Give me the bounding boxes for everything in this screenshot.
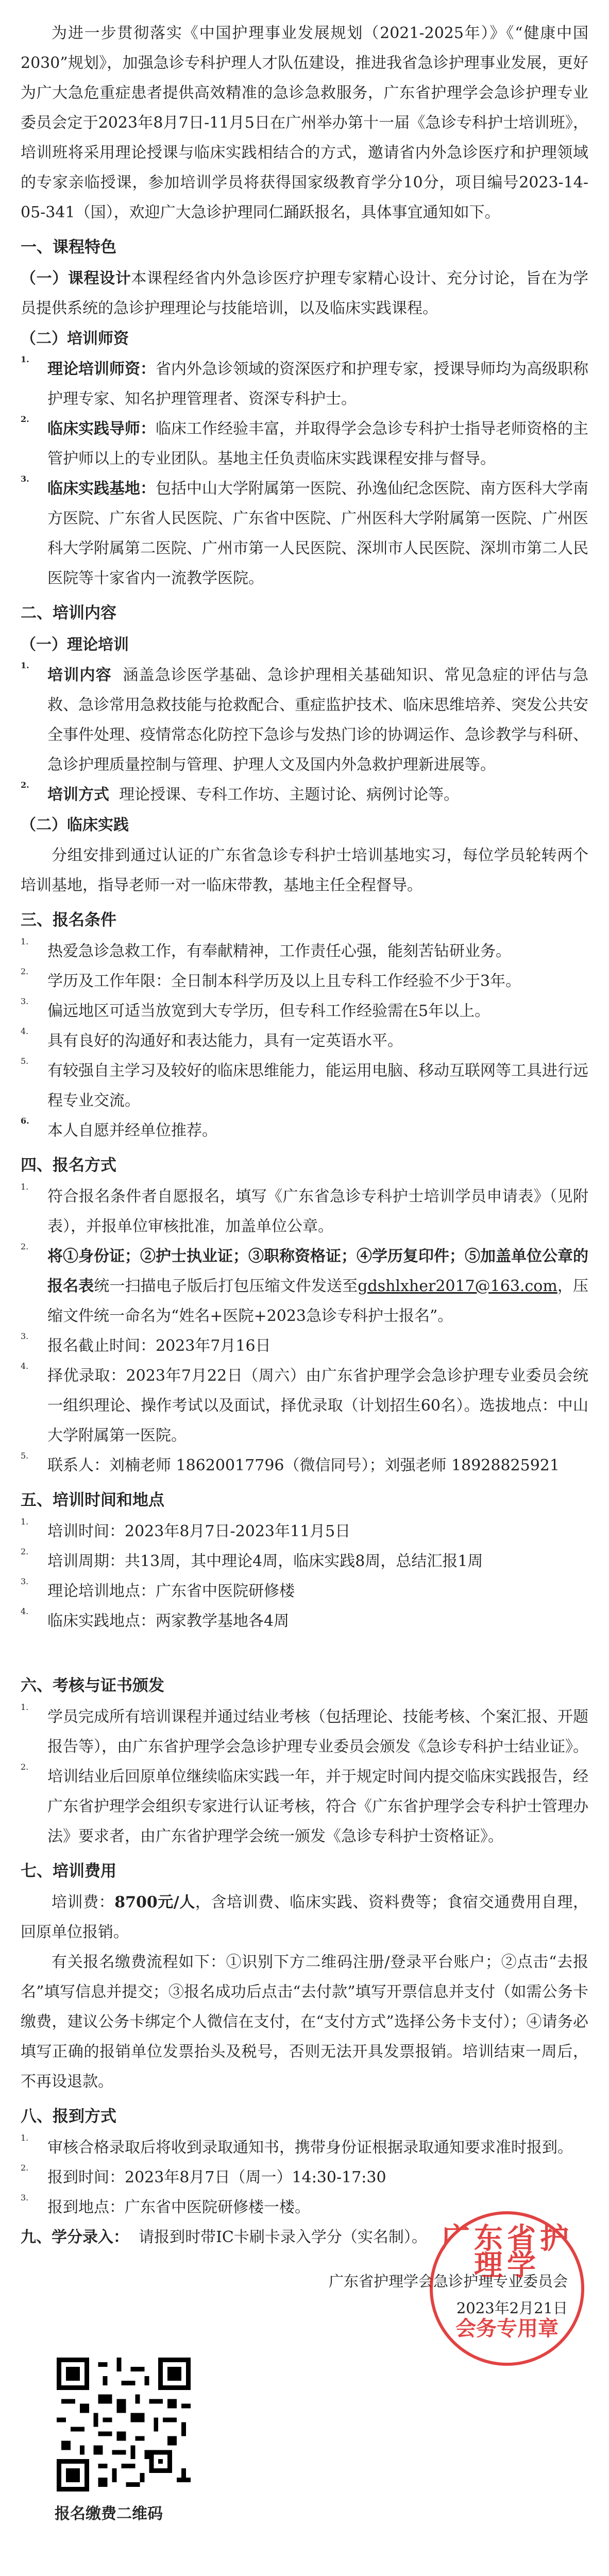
item-text: 审核合格录取后将收到录取通知书，携带身份证根据录取通知要求准时报到。	[47, 2139, 573, 2157]
list-item: 4. 择优录取：2023年7月22日（周六）由广东省护理学会急诊护理专业委员会统一组织理论、操作考试以及面试，择优录取（计划招生60名）。选拔地点：中山大学附属第一医院。	[21, 1361, 588, 1451]
section-2-title: 二、培训内容	[21, 604, 116, 622]
item-text: 培训周期：共13周，其中理论4周，临床实践8周，总结汇报1周	[47, 1552, 483, 1570]
item-lead: 培训内容	[47, 666, 112, 684]
item-text: 报名截止时间：2023年7月16日	[47, 1337, 271, 1355]
list-item: 2. 培训周期：共13周，其中理论4周，临床实践8周，总结汇报1周	[21, 1547, 588, 1577]
list-item: 2. 学历及工作年限：全日制本科学历及以上且专科工作经验不少于3年。	[21, 967, 588, 996]
item-num: 1.	[21, 354, 29, 364]
item-text: 包括中山大学附属第一医院、孙逸仙纪念医院、南方医科大学南方医院、广东省人民医院、广东省中医院、广州医科大学附属第一医院、广州医科大学附属第二医院、广州市第一人民医院、深圳市人民医院、深圳市第二人民医院等十家省内一流教学医院。	[47, 480, 588, 587]
section-4-title: 四、报名方式	[21, 1156, 116, 1175]
list-item: 5. 联系人：刘楠老师 18620017796（微信同号）；刘强老师 18928825921	[21, 1451, 588, 1481]
list-item: 3. 报到地点：广东省中医院研修楼一楼。	[21, 2193, 588, 2223]
item-text: 具有良好的沟通好和表达能力，具有一定英语水平。	[47, 1032, 403, 1050]
intro-paragraph: 为进一步贯彻落实《中国护理事业发展规划（2021-2025年）》《“健康中国2030”规划》，加强急诊专科护理人才队伍建设，推进我省急诊护理事业发展，更好为广大急危重症患者提供高效精准的急诊急救服务，广东省护理学会急诊护理专业委员会定于2023年8月7日-11月5日在广州举办第十一届《急诊专科护士培训班》，培训班将采用理论授课与临床实践相结合的方式，邀请省内外急诊医疗和护理领域的专家亲临授课，参加培训学员将获得国家级教育学分10分，项目编号2023-14-05-341（国），欢迎广大急诊护理同仁踊跃报名，具体事宜通知如下。	[21, 24, 588, 222]
seal-bottom-text: 会务专用章	[455, 2317, 559, 2341]
payment-paragraph: 有关报名缴费流程如下：①识别下方二维码注册/登录平台账户；②点击“去报名”填写信息并提交；③报名成功后点击“去付款”填写开票信息并支付（如需公务卡缴费，建议公务卡绑定个人微信在支付，在“支付方式”选择公务卡支付）；④请务必填写正确的报销单位发票抬头及税号，否则无法开具发票报销。培训结束一周后，不再设退款。	[21, 1953, 588, 2091]
item-text: 偏远地区可适当放宽到大专学历，但专科工作经验需在5年以上。	[47, 1002, 490, 1020]
qr-code-icon[interactable]	[57, 2358, 191, 2492]
item-text: 涵盖急诊医学基础、急诊护理相关基础知识、常见急症的评估与急救、急诊常用急救技能与抢救配合、重症监护技术、临床思维培养、突发公共安全事件处理、疫情常态化防控下急诊与发热门诊的协调运作、急诊教学与科研、急诊护理质量控制与管理、护理人文及国内外急救护理新进展等。	[47, 666, 589, 774]
section-8-title: 八、报到方式	[21, 2107, 116, 2126]
item-text: 学员完成所有培训课程并通过结业考核（包括理论、技能考核、个案汇报、开题报告等），由广东省护理学会急诊护理专业委员会颁发《急诊专科护士结业证》。	[47, 1708, 588, 1756]
list-item: 1. 审核合格录取后将收到录取通知书，携带身份证根据录取通知要求准时报到。	[21, 2133, 588, 2163]
section-9-text: 请报到时带IC卡刷卡录入学分（实名制）。	[139, 2228, 427, 2246]
list-item: 3. 理论培训地点：广东省中医院研修楼	[21, 1577, 588, 1606]
item-text: 本人自愿并经单位推荐。	[47, 1122, 217, 1140]
section-5-title: 五、培训时间和地点	[21, 1491, 164, 1510]
section-7-title: 七、培训费用	[21, 1862, 116, 1880]
item-text: 学历及工作年限：全日制本科学历及以上且专科工作经验不少于3年。	[47, 972, 521, 990]
list-item: 4. 临床实践地点：两家教学基地各4周	[21, 1606, 588, 1636]
list-item: 3. 偏远地区可适当放宽到大专学历，但专科工作经验需在5年以上。	[21, 996, 588, 1026]
item-lead: 临床实践基地：	[47, 480, 156, 498]
list-item	[21, 264, 588, 324]
official-seal-icon	[430, 2211, 584, 2366]
item-text: 符合报名条件者自愿报名，填写《广东省急诊专科护士培训学员申请表》（见附表），并报单位审核批准，加盖单位公章。	[47, 1188, 588, 1235]
item-lead: 理论培训师资：	[47, 360, 156, 378]
item-lead: 课程设计	[67, 269, 131, 287]
item-text: 本课程经省内外急诊医疗护理专家精心设计、充分讨论，旨在为学员提供系统的急诊护理理论与技能培训，以及临床实践课程。	[21, 269, 589, 317]
section-2-sub2: （二）临床实践	[21, 816, 129, 834]
list-item: 2. 培训结业后回原单位继续临床实践一年，并于规定时间内提交临床实践报告，经广东省护理学会组织专家进行认证考核，符合《广东省护理学会专科护士管理办法》要求者，由广东省护理学会统一颁发《急诊专科护士资格证》。	[21, 1762, 588, 1852]
list-item: 1. 培训内容 涵盖急诊医学基础、急诊护理相关基础知识、常见急症的评估与急救、急诊常用急救技能与抢救配合、重症监护技术、临床思维培养、突发公共安全事件处理、疫情常态化防控下急诊与发热门诊的协调运作、急诊教学与科研、急诊护理质量控制与管理、护理人文及国内外急救护理新进展等。	[21, 660, 589, 774]
item-text: 统一扫描电子版后打包压缩文件发送至	[94, 1277, 358, 1295]
list-item	[21, 474, 588, 594]
item-text: 报到时间：2023年8月7日（周一）14:30-17:30	[47, 2168, 386, 2187]
fee-amount: 8700元/人	[114, 1893, 195, 1911]
item-text: 培训结业后回原单位继续临床实践一年，并于规定时间内提交临床实践报告，经广东省护理学会组织专家进行认证考核，符合《广东省护理学会专科护士管理办法》要求者，由广东省护理学会统一颁发《急诊专科护士资格证》。	[47, 1768, 588, 1845]
item-text: 省内外急诊领域的资深医疗和护理专家，授课导师均为高级职称护理专家、知名护理管理者、资深专科护士。	[47, 360, 588, 408]
section-2-sub1: （一）理论培训	[21, 636, 129, 654]
list-item: 1. 热爱急诊急救工作，有奉献精神，工作责任心强，能刻苦钻研业务。	[21, 937, 588, 967]
list-item: 4. 具有良好的沟通好和表达能力，具有一定英语水平。	[21, 1026, 588, 1056]
item-lead: 临床实践导师：	[47, 420, 156, 438]
list-item: 1. 培训时间：2023年8月7日-2023年11月5日	[21, 1517, 588, 1547]
item-text: 联系人：刘楠老师 18620017796（微信同号）；刘强老师 18928825921	[47, 1456, 560, 1475]
list-item: 2. 培训方式 理论授课、专科工作坊、主题讨论、病例讨论等。	[21, 780, 460, 804]
qr-caption: 报名缴费二维码	[55, 2505, 163, 2523]
list-item: 1. 符合报名条件者自愿报名，填写《广东省急诊专科护士培训学员申请表》（见附表），并报单位审核批准，加盖单位公章。	[21, 1182, 588, 1242]
item-lead: 培训方式	[47, 786, 109, 804]
item-text: ，压缩文件统一命名为“姓名+医院+2023急诊专科护士报名”。	[47, 1277, 589, 1325]
item-text: 临床工作经验丰富，并取得学会急诊专科护士指导老师资格的主管护师以上的专业团队。基地主任负责临床实践课程安排与督导。	[47, 420, 588, 468]
item-num: （一）	[21, 269, 68, 287]
list-item: 5. 有较强自主学习及较好的临床思维能力，能运用电脑、移动互联网等工具进行远程专业交流。	[21, 1056, 588, 1116]
section-1-sub2: （二）培训师资	[21, 330, 129, 348]
email-link[interactable]: gdshlxher2017@163.com	[358, 1277, 557, 1295]
signature-org: 广东省护理学会急诊护理专业委员会	[328, 2273, 568, 2290]
fee-text: ，含培训费、临床实践、资料费等；食宿交通费用自理，回原单位报销。	[21, 1893, 589, 1941]
section-6-title: 六、考核与证书颁发	[21, 1676, 164, 1695]
item-text: 理论授课、专科工作坊、主题讨论、病例讨论等。	[119, 786, 460, 804]
list-item: 1. 学员完成所有培训课程并通过结业考核（包括理论、技能考核、个案汇报、开题报告等），由广东省护理学会急诊护理专业委员会颁发《急诊专科护士结业证》。	[21, 1702, 588, 1762]
item-text: 临床实践地点：两家教学基地各4周	[47, 1612, 290, 1630]
item-text: 培训时间：2023年8月7日-2023年11月5日	[47, 1522, 351, 1540]
item-text: 有较强自主学习及较好的临床思维能力，能运用电脑、移动互联网等工具进行远程专业交流。	[47, 1062, 588, 1110]
item-num: 2.	[21, 414, 29, 424]
practice-paragraph: 分组安排到通过认证的广东省急诊专科护士培训基地实习，每位学员轮转两个培训基地，指导老师一对一临床带教，基地主任全程督导。	[21, 846, 588, 894]
fee-paragraph	[21, 1888, 588, 1947]
item-text: 择优录取：2023年7月22日（周六）由广东省护理学会急诊护理专业委员会统一组织理论、操作考试以及面试，择优录取（计划招生60名）。选拔地点：中山大学附属第一医院。	[47, 1367, 588, 1445]
item-text: 报到地点：广东省中医院研修楼一楼。	[47, 2198, 310, 2216]
list-item: 2. 将①身份证；②护士执业证；③职称资格证；④学历复印件；⑤加盖单位公章的报名表统一扫描电子版后打包压缩文件发送至gdshlxher2017@163.com，压缩文件统一命名为“姓名+医院+2023急诊专科护士报名”。	[21, 1242, 589, 1325]
section-1-title: 一、课程特色	[21, 238, 116, 257]
item-text: 理论培训地点：广东省中医院研修楼	[47, 1582, 295, 1600]
list-item: 6. 本人自愿并经单位推荐。	[21, 1116, 588, 1146]
list-item	[21, 414, 588, 474]
section-9-title: 九、学分录入：	[21, 2228, 129, 2246]
seal-top-text: 广东省护理学	[441, 2222, 573, 2282]
list-item	[21, 354, 588, 414]
item-text: 热爱急诊急救工作，有奉献精神，工作责任心强，能刻苦钻研业务。	[47, 942, 511, 960]
fee-label: 培训费：	[52, 1893, 115, 1911]
item-lead: 将①身份证；②护士执业证；③职称资格证；④学历复印件；⑤加盖单位公章的报名表	[47, 1247, 588, 1295]
list-item: 3. 报名截止时间：2023年7月16日	[21, 1331, 588, 1361]
item-num: 3.	[21, 474, 29, 484]
list-item: 2. 报到时间：2023年8月7日（周一）14:30-17:30	[21, 2163, 588, 2193]
signature-date: 2023年2月21日	[456, 2299, 568, 2317]
section-3-title: 三、报名条件	[21, 911, 116, 929]
